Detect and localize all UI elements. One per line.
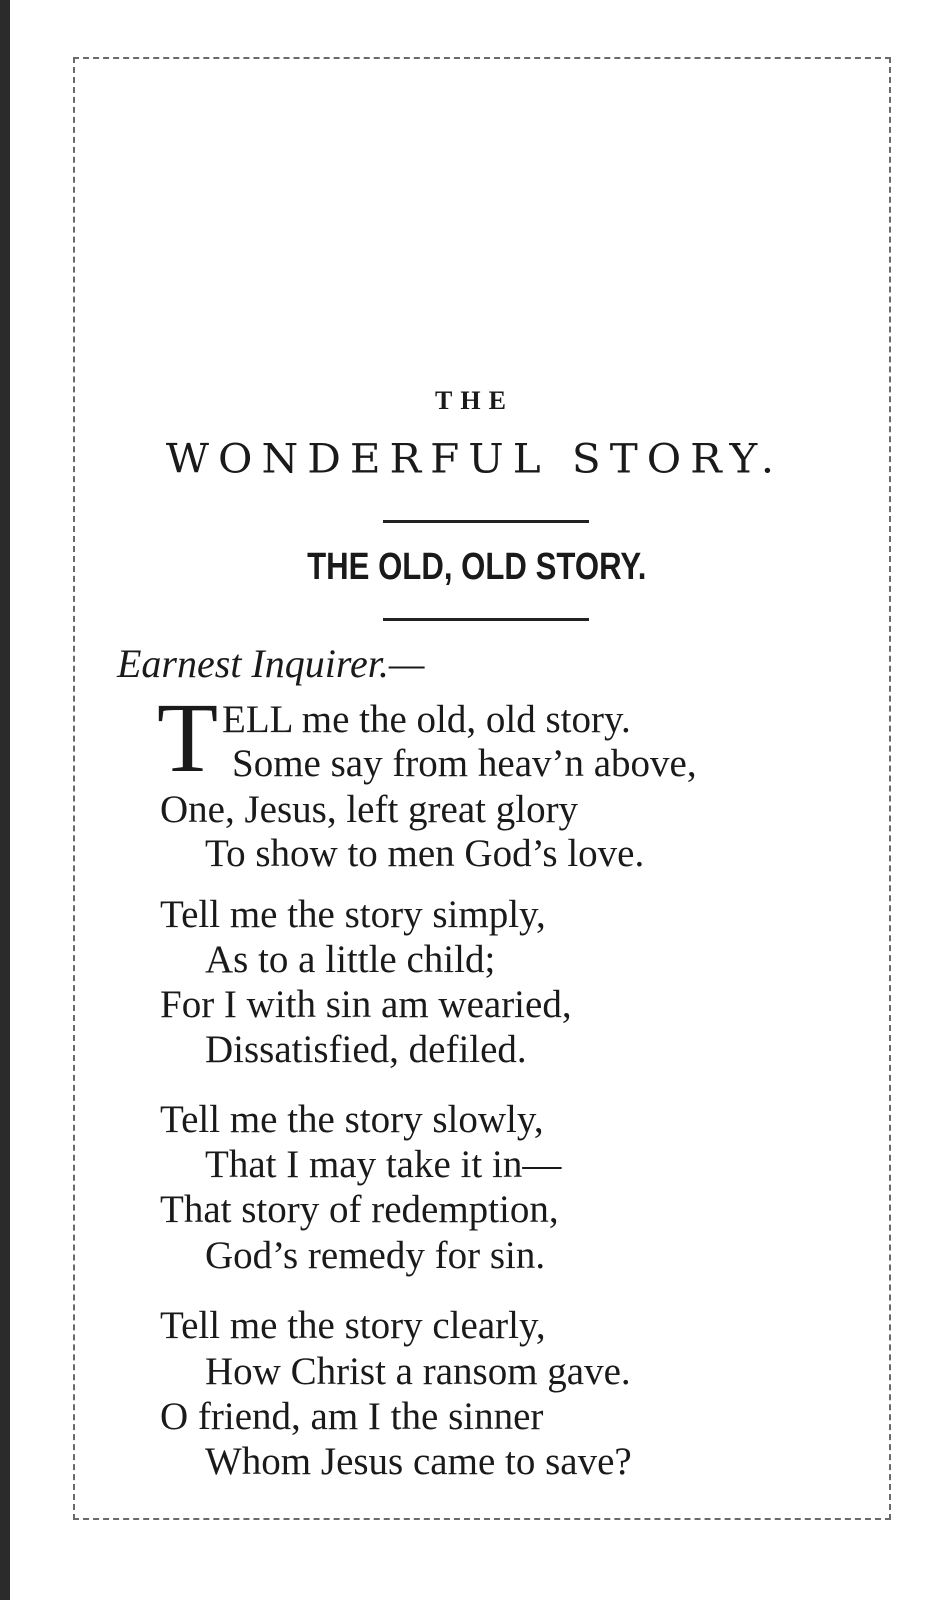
speaker-label: Earnest Inquirer.— — [117, 641, 425, 686]
poem-line: Tell me the story simply, — [160, 893, 546, 936]
divider-top — [383, 520, 589, 523]
poem-title: THE OLD, OLD STORY. — [307, 546, 647, 588]
poem-line: God’s remedy for sin. — [205, 1234, 546, 1277]
drop-cap: T — [157, 682, 219, 793]
poem-line: ELL me the old, old story. — [222, 698, 631, 741]
poem-line: Some say from heav’n above, — [232, 742, 697, 785]
poem-line: As to a little child; — [205, 938, 496, 981]
poem-line: Dissatisfied, defiled. — [205, 1028, 527, 1071]
poem-line: Tell me the story slowly, — [160, 1098, 544, 1141]
poem-line: O friend, am I the sinner — [160, 1395, 544, 1438]
poem-line: That story of redemption, — [160, 1188, 559, 1231]
poem-line: Whom Jesus came to save? — [205, 1440, 632, 1483]
page-title: WONDERFUL STORY. — [165, 435, 784, 482]
divider-bottom — [383, 618, 589, 621]
book-spine-edge — [0, 0, 10, 1600]
title-prefix: THE — [435, 386, 514, 415]
poem-line: For I with sin am wearied, — [160, 983, 572, 1026]
poem-line: One, Jesus, left great glory — [160, 788, 579, 831]
poem-line: That I may take it in— — [205, 1143, 562, 1186]
poem-line: How Christ a ransom gave. — [205, 1350, 631, 1393]
poem-line: Tell me the story clearly, — [160, 1304, 546, 1347]
poem-line: To show to men God’s love. — [205, 832, 645, 875]
